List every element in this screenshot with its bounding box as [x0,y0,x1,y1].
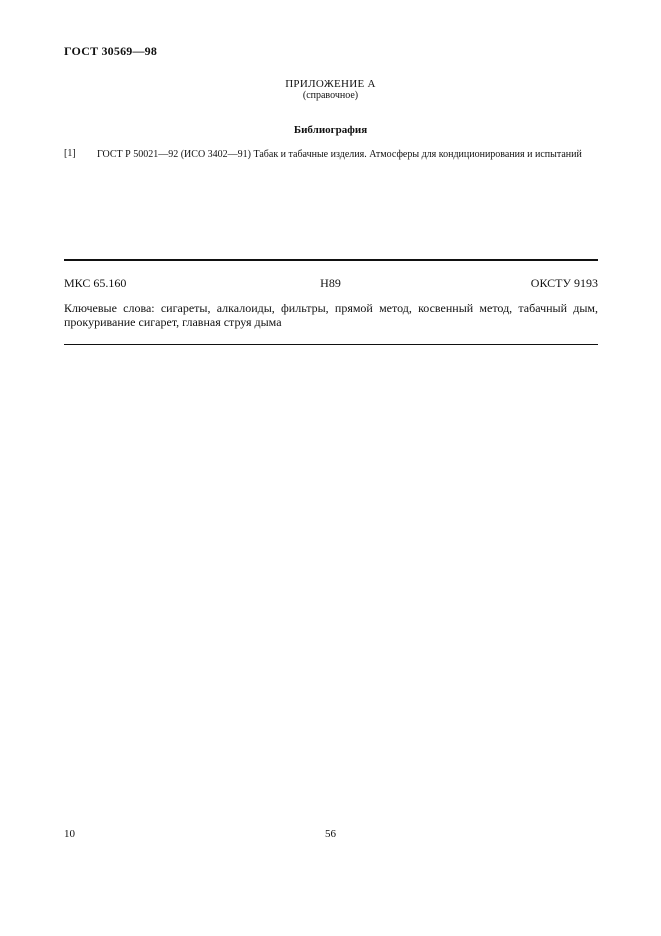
page-number-left: 10 [64,828,75,840]
appendix-title: ПРИЛОЖЕНИЕ А [285,78,376,90]
bibliography-item-number: [1] [64,148,76,159]
bibliography-heading: Библиография [293,124,368,136]
bibliography-item-text: ГОСТ Р 50021—92 (ИСО 3402—91) Табак и табачные изделия. Атмосферы для кондиционирования и испытаний [97,149,582,160]
document-code: ГОСТ 30569—98 [64,44,158,58]
group-code: Н89 [320,276,341,290]
okstu-code: ОКСТУ 9193 [530,276,598,290]
mks-code: МКС 65.160 [64,276,127,290]
bottom-divider [64,344,598,345]
top-divider [64,259,598,261]
page-number-center: 56 [325,828,336,840]
appendix-note: (справочное) [302,90,359,101]
keywords-text: Ключевые слова: сигареты, алкалоиды, фильтры, прямой метод, косвенный метод, табачный дым, прокуривание сигарет, главная струя дыма [64,301,598,329]
